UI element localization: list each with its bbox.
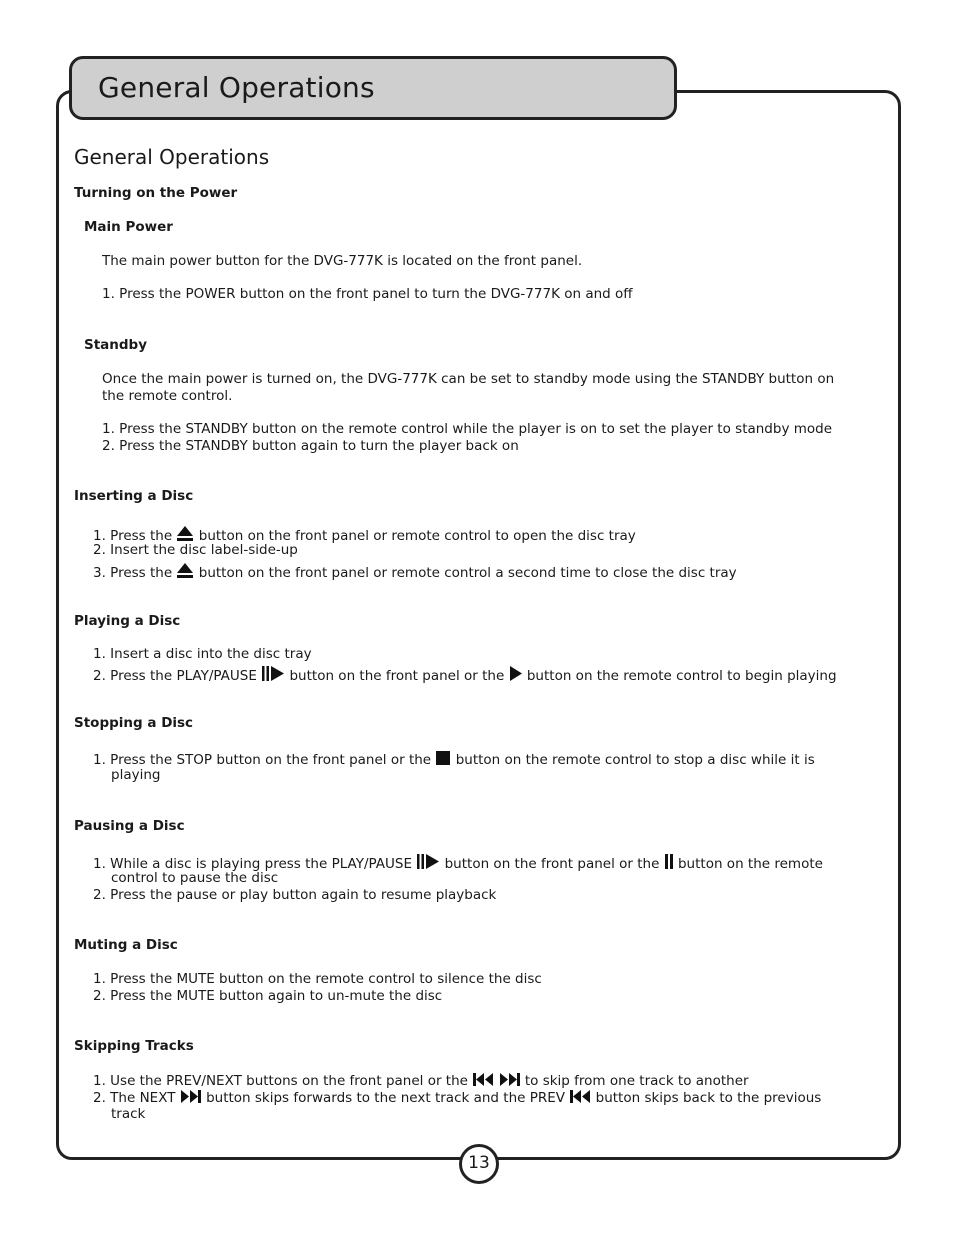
heading-playing-disc: Playing a Disc — [74, 613, 181, 629]
play-pause-icon — [416, 853, 440, 870]
stopping-step-1-text-b: button on the remote control to stop a disc while it is — [455, 752, 815, 768]
standby-intro: Once the main power is turned on, the DVG-777K can be set to standby mode using the STANDBY button on the remote control. — [102, 371, 835, 404]
skipping-step-2-text-b: button skips forwards to the next track and the PREV — [206, 1090, 566, 1106]
inserting-step-1-text-b: button on the front panel or remote control to open the disc tray — [198, 528, 636, 544]
skipping-step-1-text-a: 1. Use the PREV/NEXT buttons on the front panel or the — [93, 1073, 468, 1089]
play-icon — [509, 665, 523, 682]
inserting-step-2: 2. Insert the disc label-side-up — [93, 542, 298, 558]
playing-step-2 — [93, 665, 837, 685]
skipping-step-2-cont: track — [111, 1106, 146, 1122]
heading-pausing-disc: Pausing a Disc — [74, 818, 185, 834]
playing-step-1: 1. Insert a disc into the disc tray — [93, 646, 312, 662]
heading-turning-on-power: Turning on the Power — [74, 185, 238, 201]
inserting-step-3 — [93, 562, 737, 582]
heading-stopping-disc: Stopping a Disc — [74, 715, 194, 731]
section-title: General Operations — [74, 145, 270, 169]
skipping-step-2-text-a: 2. The NEXT — [93, 1090, 176, 1106]
pausing-step-1-text-c: button on the remote — [677, 856, 823, 872]
playing-step-2-text-c: button on the remote control to begin playing — [526, 668, 837, 684]
pause-icon — [664, 853, 674, 870]
page-number: 13 — [459, 1144, 499, 1184]
pausing-step-1-text-a: 1. While a disc is playing press the PLAY/PAUSE — [93, 856, 413, 872]
heading-standby: Standby — [84, 337, 148, 353]
playing-step-2-text-b: button on the front panel or the — [289, 668, 505, 684]
header-tab-title: General Operations — [98, 71, 375, 104]
muting-step-2: 2. Press the MUTE button again to un-mute the disc — [93, 988, 443, 1004]
pausing-step-1-text-b: button on the front panel or the — [444, 856, 660, 872]
inserting-step-1-text-a: 1. Press the — [93, 528, 173, 544]
play-pause-icon — [261, 665, 285, 682]
heading-inserting-disc: Inserting a Disc — [74, 488, 194, 504]
eject-icon — [176, 562, 194, 579]
prev-track-icon — [569, 1089, 591, 1104]
prev-track-icon — [472, 1072, 494, 1087]
stopping-step-1 — [93, 750, 815, 769]
standby-step-2: 2. Press the STANDBY button again to turn the player back on — [102, 438, 519, 454]
standby-step-1: 1. Press the STANDBY button on the remote control while the player is on to set the player to standby mode — [102, 421, 833, 437]
inserting-step-3-text-a: 3. Press the — [93, 565, 173, 581]
skipping-step-2 — [93, 1089, 821, 1107]
heading-main-power: Main Power — [84, 219, 173, 235]
eject-icon — [176, 525, 194, 542]
muting-step-1: 1. Press the MUTE button on the remote control to silence the disc — [93, 971, 542, 987]
pausing-step-2: 2. Press the pause or play button again to resume playback — [93, 887, 497, 903]
skipping-step-1 — [93, 1072, 749, 1090]
next-track-icon — [180, 1089, 202, 1104]
main-power-intro: The main power button for the DVG-777K is located on the front panel. — [102, 253, 583, 269]
skipping-step-2-text-c: button skips back to the previous — [595, 1090, 822, 1106]
stopping-step-1-cont: playing — [111, 767, 161, 783]
inserting-step-3-text-b: button on the front panel or remote control a second time to close the disc tray — [198, 565, 737, 581]
next-track-icon — [499, 1072, 521, 1087]
pausing-step-1-cont: control to pause the disc — [111, 870, 279, 886]
playing-step-2-text-a: 2. Press the PLAY/PAUSE — [93, 668, 257, 684]
skipping-step-1-text-b: to skip from one track to another — [524, 1073, 749, 1089]
heading-skipping-tracks: Skipping Tracks — [74, 1038, 194, 1054]
main-power-step-1: 1. Press the POWER button on the front panel to turn the DVG-777K on and off — [102, 286, 633, 302]
stop-icon — [435, 750, 451, 766]
stopping-step-1-text-a: 1. Press the STOP button on the front panel or the — [93, 752, 432, 768]
heading-muting-disc: Muting a Disc — [74, 937, 178, 953]
